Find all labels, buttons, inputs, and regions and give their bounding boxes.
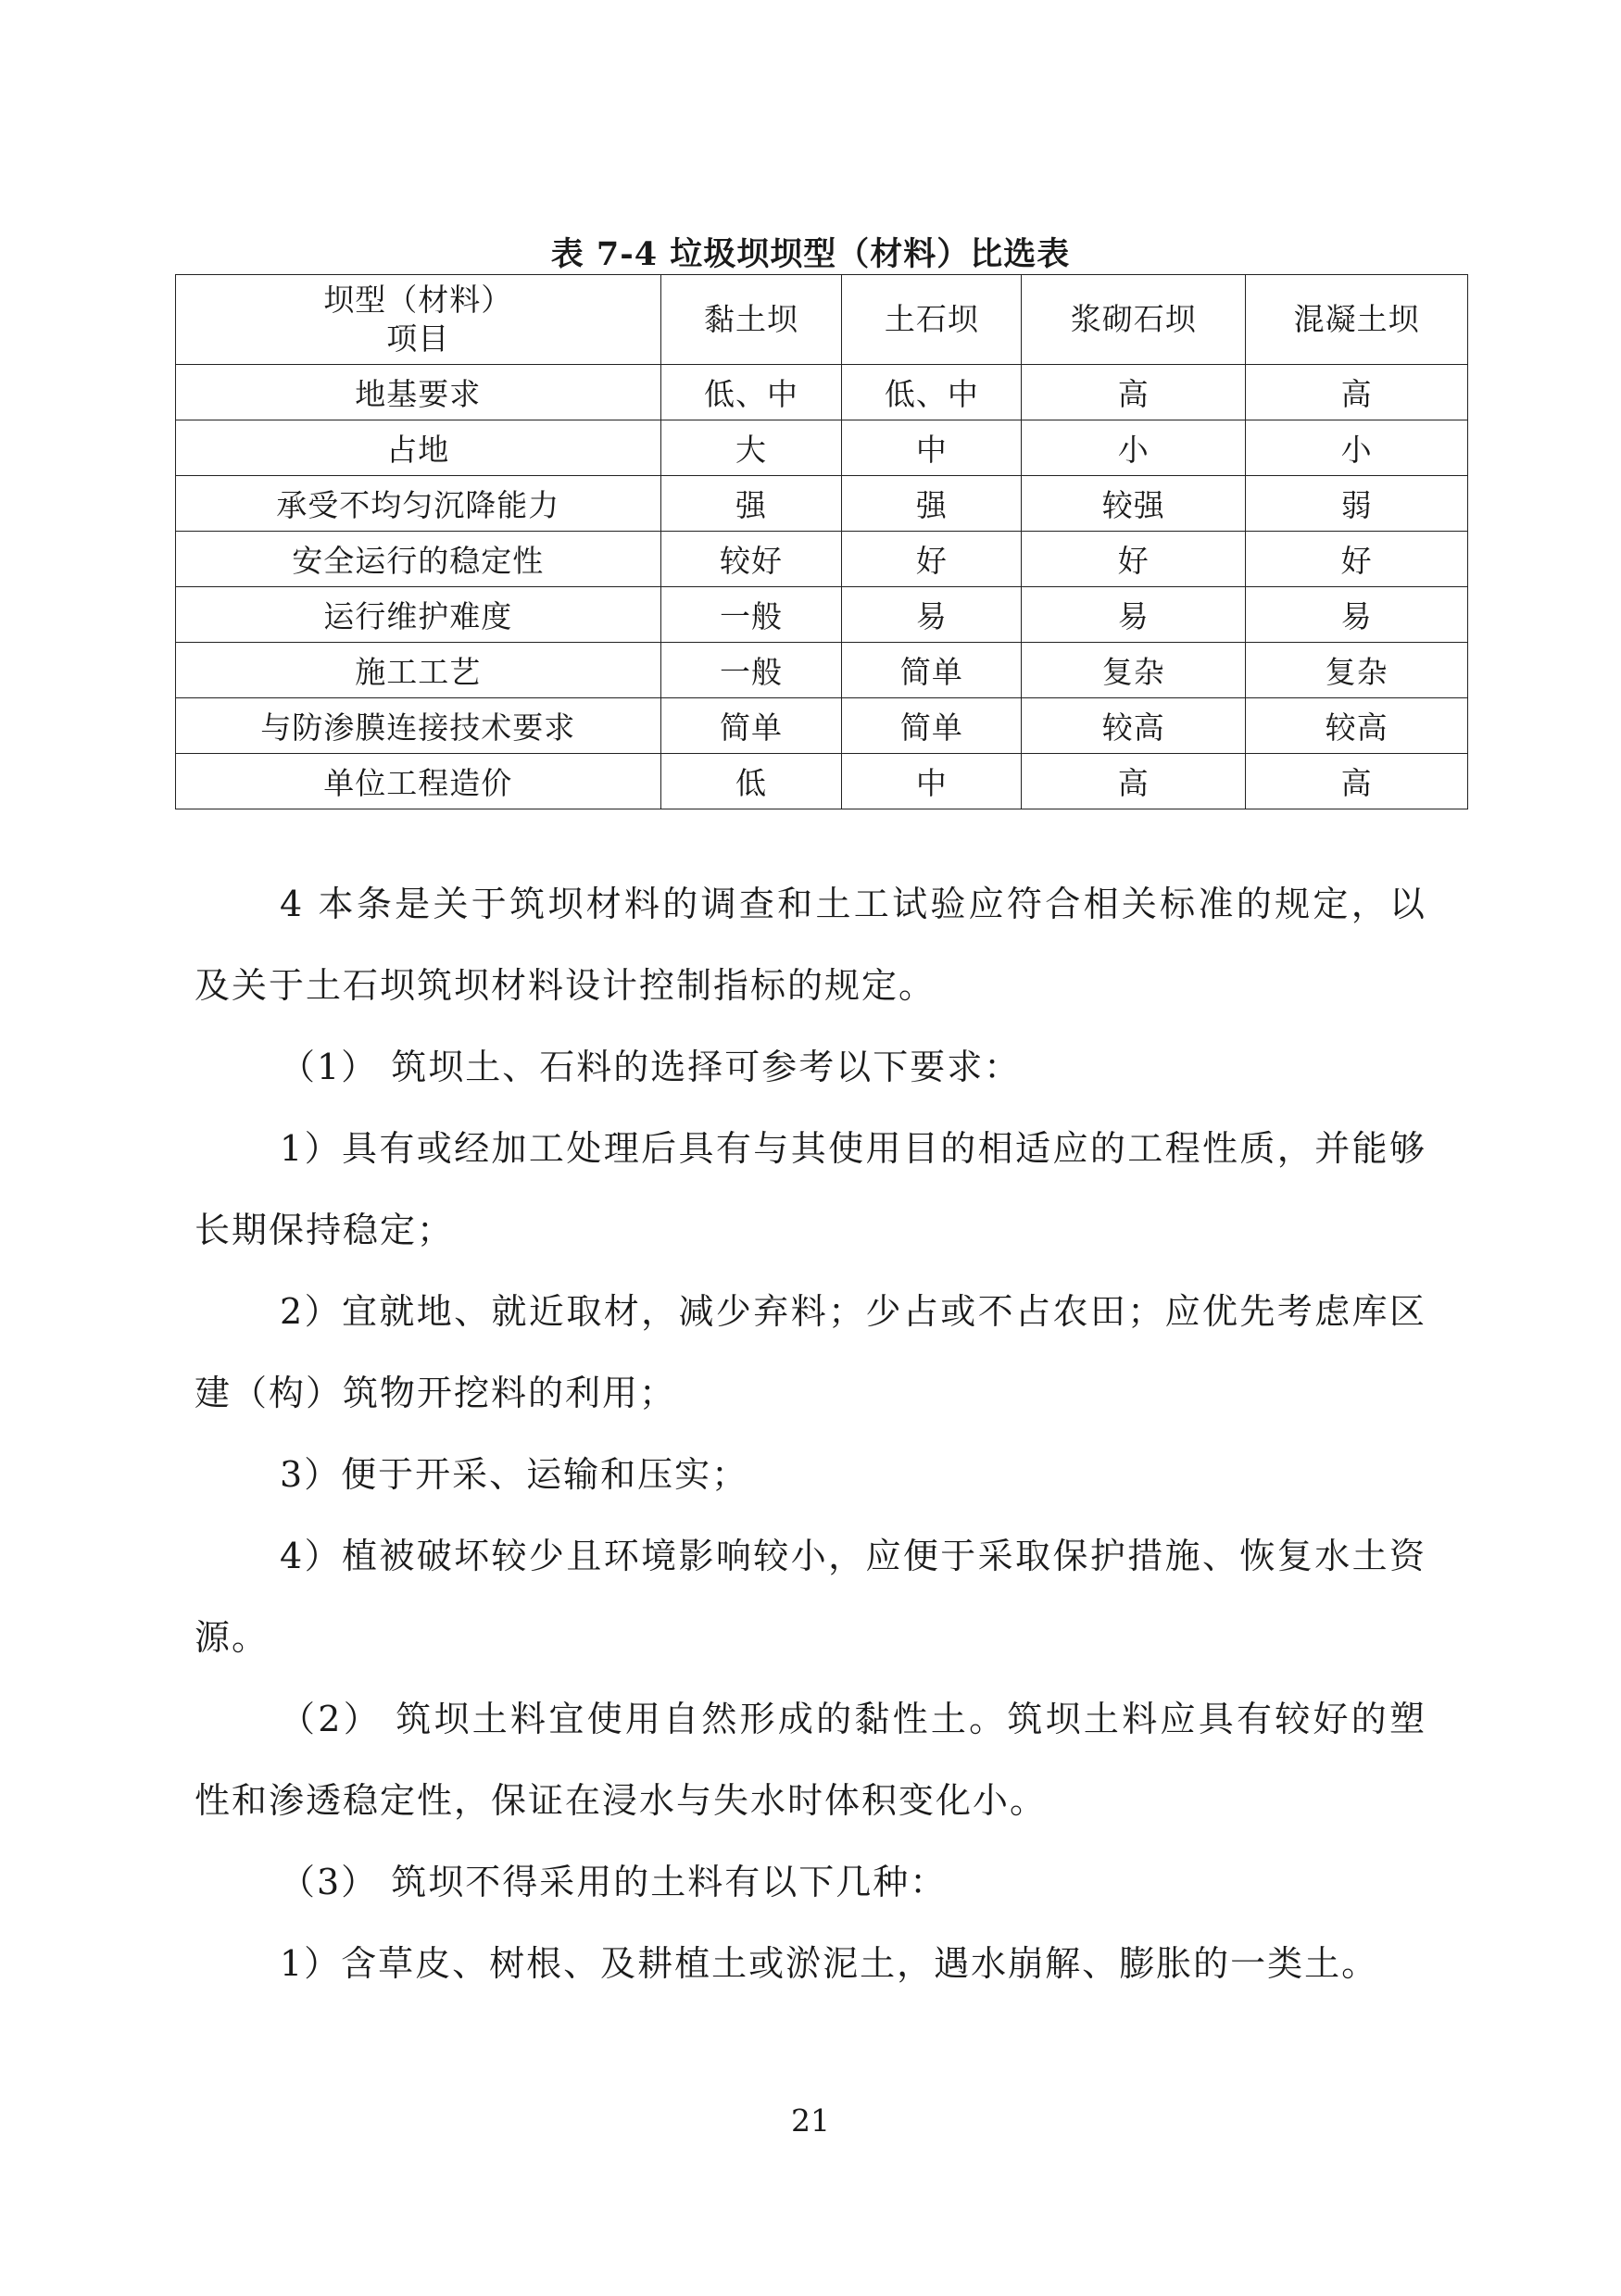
paragraph: 3）便于开采、运输和压实；	[280, 1454, 749, 1495]
table-cell: 强	[842, 476, 1022, 532]
comparison-table	[175, 274, 1468, 809]
paragraph: （2） 筑坝土料宜使用自然形成的黏性土。筑坝土料应具有较好的塑性和渗透稳定性，保证在浸水与失水时体积变化小。	[195, 1699, 1426, 1821]
table-cell: 易	[842, 587, 1022, 643]
table-cell: 好	[1246, 532, 1468, 587]
paragraph: （1） 筑坝土、石料的选择可参考以下要求：	[280, 1047, 1022, 1087]
table-cell: 好	[1022, 532, 1246, 587]
table-cell: 弱	[1246, 476, 1468, 532]
table-cell: 高	[1246, 365, 1468, 420]
table-cell: 高	[1022, 754, 1246, 809]
table-cell: 易	[1246, 587, 1468, 643]
table-cell: 低、中	[842, 365, 1022, 420]
paragraph: 1）含草皮、树根、及耕植土或淤泥土，遇水崩解、膨胀的一类土。	[280, 1943, 1379, 1984]
row-label: 地基要求	[176, 365, 661, 420]
table-cell: 一般	[660, 643, 842, 698]
table-cell: 简单	[842, 643, 1022, 698]
column-header: 土石坝	[842, 275, 1022, 365]
table-cell: 复杂	[1022, 643, 1246, 698]
table-row	[176, 754, 1468, 809]
row-label: 安全运行的稳定性	[176, 532, 661, 587]
table-cell: 好	[842, 532, 1022, 587]
table-cell: 中	[842, 754, 1022, 809]
table-row	[176, 698, 1468, 754]
table-cell: 低	[660, 754, 842, 809]
table-corner-cell	[176, 275, 661, 365]
table-cell: 大	[660, 420, 842, 476]
table-cell: 较高	[1022, 698, 1246, 754]
row-label: 承受不均匀沉降能力	[176, 476, 661, 532]
paragraph: 4 本条是关于筑坝材料的调查和土工试验应符合相关标准的规定，以及关于土石坝筑坝材料设计控制指标的规定。	[195, 884, 1426, 1006]
paragraph: 2）宜就地、就近取材，减少弃料；少占或不占农田；应优先考虑库区建（构）筑物开挖料的利用；	[195, 1291, 1426, 1413]
table-cell: 较好	[660, 532, 842, 587]
table-cell: 较高	[1246, 698, 1468, 754]
table-cell: 低、中	[660, 365, 842, 420]
table-cell: 一般	[660, 587, 842, 643]
table-row	[176, 643, 1468, 698]
row-label: 施工工艺	[176, 643, 661, 698]
table-cell: 复杂	[1246, 643, 1468, 698]
table-row	[176, 476, 1468, 532]
row-label: 运行维护难度	[176, 587, 661, 643]
column-header: 黏土坝	[660, 275, 842, 365]
table-cell: 简单	[660, 698, 842, 754]
table-cell: 中	[842, 420, 1022, 476]
table-row	[176, 532, 1468, 587]
column-header: 浆砌石坝	[1022, 275, 1246, 365]
table-cell: 易	[1022, 587, 1246, 643]
table-cell: 较强	[1022, 476, 1246, 532]
table-cell: 强	[660, 476, 842, 532]
table-caption: 表 7-4 垃圾坝坝型（材料）比选表	[550, 235, 1071, 273]
paragraph: （3） 筑坝不得采用的土料有以下几种：	[280, 1862, 948, 1902]
table-cell: 高	[1246, 754, 1468, 809]
body-text	[195, 863, 1426, 2004]
table-row	[176, 420, 1468, 476]
table-cell: 高	[1022, 365, 1246, 420]
table-cell: 小	[1022, 420, 1246, 476]
paragraph: 4）植被破坏较少且环境影响较小，应便于采取保护措施、恢复水土资源。	[195, 1536, 1426, 1658]
table-cell: 小	[1246, 420, 1468, 476]
column-header: 混凝土坝	[1246, 275, 1468, 365]
row-label: 与防渗膜连接技术要求	[176, 698, 661, 754]
table-cell: 简单	[842, 698, 1022, 754]
table-header-row	[176, 275, 1468, 365]
table-row	[176, 587, 1468, 643]
row-label: 占地	[176, 420, 661, 476]
corner-bottom-label: 项目	[386, 320, 450, 357]
paragraph: 1）具有或经加工处理后具有与其使用目的相适应的工程性质，并能够长期保持稳定；	[195, 1128, 1426, 1250]
row-label: 单位工程造价	[176, 754, 661, 809]
corner-top-label: 坝型（材料）	[323, 282, 513, 318]
page-number: 21	[791, 2102, 830, 2139]
table-row	[176, 365, 1468, 420]
